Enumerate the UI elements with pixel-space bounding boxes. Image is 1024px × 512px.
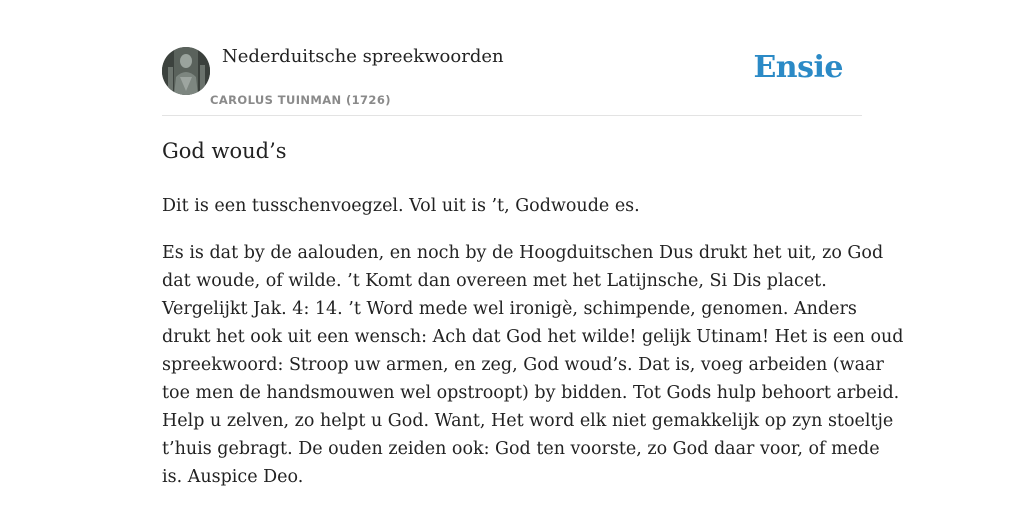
entry-paragraph-2 — [162, 239, 904, 491]
paragraph-line: Vergelijkt Jak. 4: 14. ’t Word mede wel ironigè, schimpende, genomen. Anders — [162, 299, 857, 319]
paragraph-line: Es is dat by de aalouden, en noch by de Hoogduitschen Dus drukt het uit, zo God — [162, 243, 884, 263]
entry-paragraph-1: Dit is een tusschenvoegzel. Vol uit is ’t, Godwoude es. — [162, 196, 640, 216]
ensie-logo[interactable]: Ensie — [753, 50, 843, 85]
paragraph-line: toe men de handsmouwen wel opstroopt) by bidden. Tot Gods hulp behoort arbeid. — [162, 383, 900, 403]
book-title-link[interactable]: Nederduitsche spreekwoorden — [222, 46, 504, 67]
paragraph-line: t’huis gebragt. De ouden zeiden ook: God ten voorste, zo God daar voor, of mede — [162, 439, 880, 459]
statue-portrait-icon — [162, 47, 210, 95]
source-header — [162, 40, 862, 116]
paragraph-line: is. Auspice Deo. — [162, 467, 304, 487]
paragraph-line: dat woude, of wilde. ’t Komt dan overeen met het Latijnsche, Si Dis placet. — [162, 271, 827, 291]
source-avatar[interactable] — [162, 47, 210, 95]
entry-title: God woud’s — [162, 139, 287, 163]
author-label[interactable]: CAROLUS TUINMAN (1726) — [210, 93, 391, 107]
paragraph-line: Help u zelven, zo helpt u God. Want, Het word elk niet gemakkelijk op zyn stoeltje — [162, 411, 894, 431]
paragraph-line: drukt het ook uit een wensch: Ach dat God het wilde! gelijk Utinam! Het is een oud — [162, 327, 904, 347]
paragraph-line: spreekwoord: Stroop uw armen, en zeg, God woud’s. Dat is, voeg arbeiden (waar — [162, 355, 884, 375]
